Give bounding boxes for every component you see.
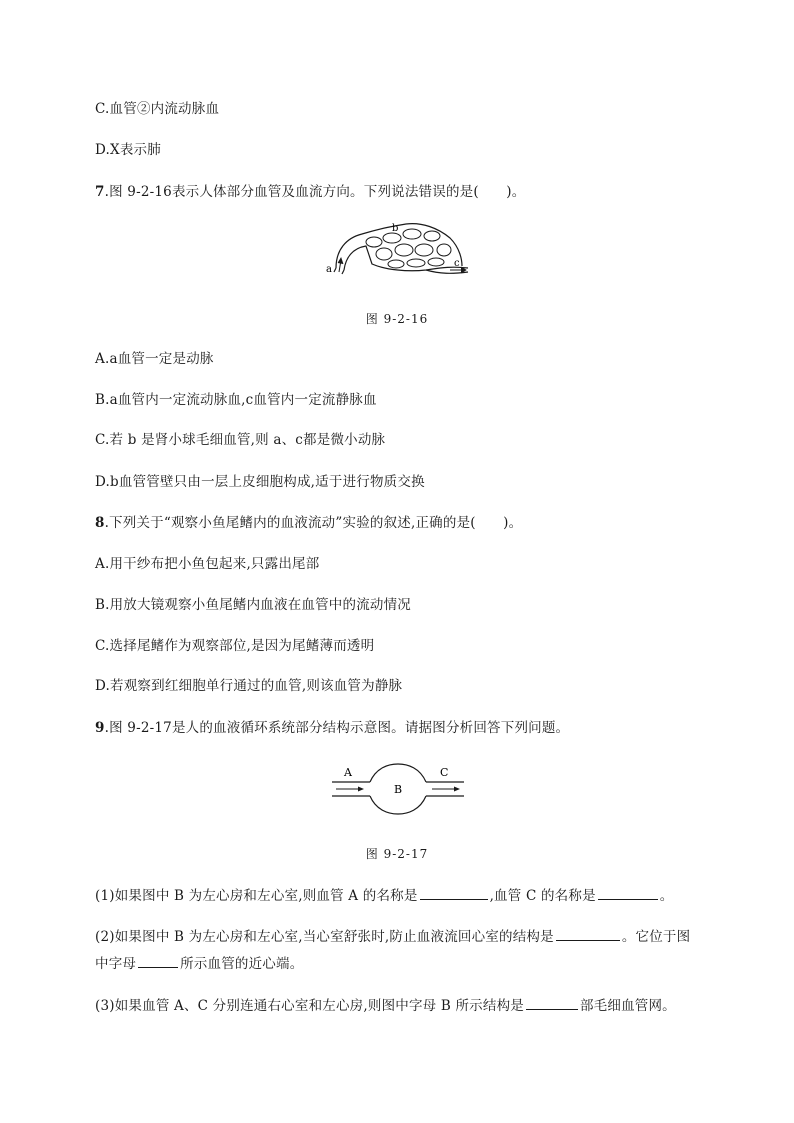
q7-option-b: B.a血管内一定流动脉血,c血管内一定流静脉血 [95, 392, 377, 408]
q9-part-3 [95, 995, 676, 1016]
q7-number: 7 [95, 184, 105, 200]
q9-stem [95, 718, 569, 738]
q7-stem [95, 182, 525, 202]
q9-part-2-text-a: (2)如果图中 B 为左心房和左心室,当心室舒张时,防止血液流回心室的结构是 [95, 929, 554, 945]
q9-part-2-text-d: 所示血管的近心端。 [180, 956, 304, 972]
q9-part-2-line-1 [95, 926, 690, 947]
q7-option-a: A.a血管一定是动脉 [95, 351, 214, 367]
figure-9-2-17-circulation-diagram [328, 762, 468, 816]
answer-blank-2a[interactable] [556, 926, 620, 941]
q7-option-d: D.b血管管壁只由一层上皮细胞构成,适于进行物质交换 [95, 474, 425, 490]
q8-option-b: B.用放大镜观察小鱼尾鳍内血液在血管中的流动情况 [95, 597, 412, 613]
figure-label-b: b [392, 223, 399, 234]
q9-part-1-text-c: 。 [659, 888, 674, 904]
q9-part-3-text-b: 部毛细血管网。 [579, 998, 676, 1014]
figure-9-2-17-caption: 图 9-2-17 [365, 847, 429, 861]
q9-part-2-text-c: 中字母 [95, 956, 137, 972]
q9-part-2-text-b: 。它位于图 [621, 929, 691, 945]
figure-label-B: B [394, 783, 403, 796]
q9-part-3-text-a: (3)如果血管 A、C 分别连通右心室和左心房,则图中字母 B 所示结构是 [95, 998, 524, 1014]
q9-part-1-text-a: (1)如果图中 B 为左心房和左心室,则血管 A 的名称是 [95, 888, 418, 904]
answer-blank-2b[interactable] [138, 953, 178, 968]
q9-part-1-text-b: ,血管 C 的名称是 [489, 888, 596, 904]
q8-number: 8 [95, 515, 105, 531]
q8-option-a: A.用干纱布把小鱼包起来,只露出尾部 [95, 556, 320, 572]
q7-option-c: C.若 b 是肾小球毛细血管,则 a、c都是微小动脉 [95, 432, 386, 448]
q8-option-d: D.若观察到红细胞单行通过的血管,则该血管为静脉 [95, 678, 403, 694]
q6-option-d: D.X表示肺 [95, 142, 161, 158]
q9-part-2-line-2 [95, 953, 303, 974]
q9-stem-text: .图 9-2-17是人的血液循环系统部分结构示意图。请据图分析回答下列问题。 [104, 720, 570, 736]
q9-number: 9 [95, 720, 105, 736]
q6-option-c: C.血管②内流动脉血 [95, 101, 220, 117]
answer-blank-3[interactable] [526, 995, 578, 1010]
q8-option-c: C.选择尾鳍作为观察部位,是因为尾鳍薄而透明 [95, 638, 375, 654]
answer-blank-1b[interactable] [598, 885, 658, 900]
answer-blank-1a[interactable] [420, 885, 488, 900]
figure-9-2-16-caption: 图 9-2-16 [365, 312, 429, 326]
figure-label-A: A [344, 766, 352, 779]
q8-stem-text: .下列关于“观察小鱼尾鳍内的血液流动”实验的叙述,正确的是( )。 [104, 515, 523, 531]
figure-label-a: a [326, 264, 332, 275]
figure-9-2-16-capillary-network [322, 220, 472, 280]
q9-part-1 [95, 885, 673, 906]
q7-stem-text: .图 9-2-16表示人体部分血管及血流方向。下列说法错误的是( )。 [104, 184, 526, 200]
figure-label-C: C [440, 766, 449, 779]
q8-stem [95, 513, 522, 533]
figure-label-c: c [454, 258, 460, 269]
